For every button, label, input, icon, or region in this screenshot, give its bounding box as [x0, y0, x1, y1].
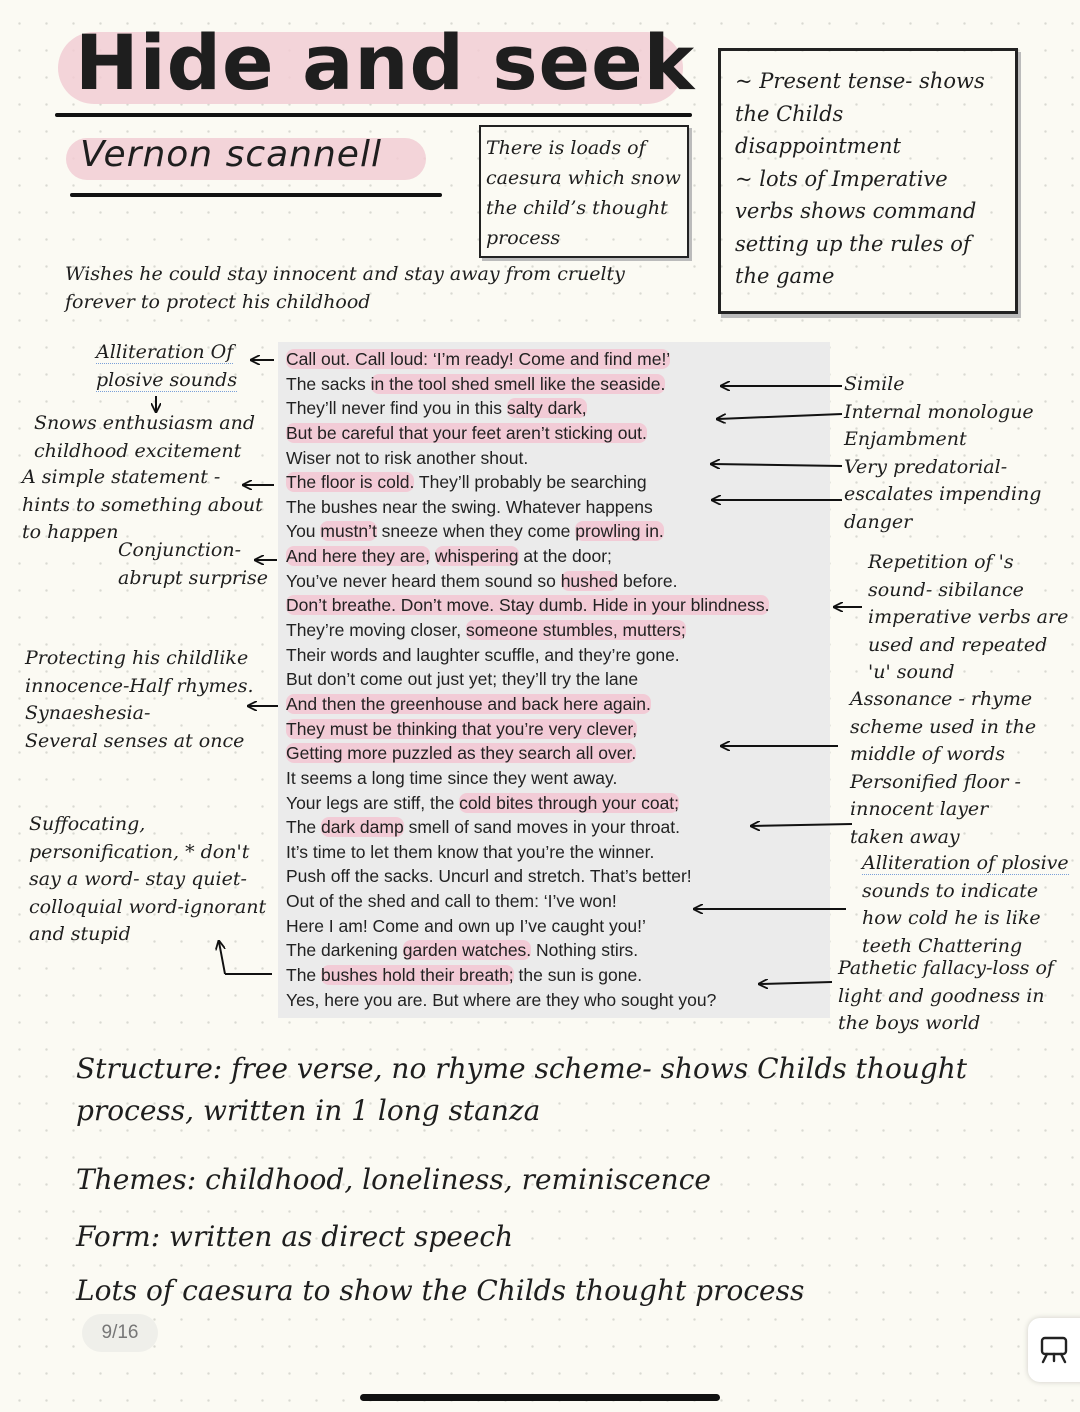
- poem-phrase: The: [286, 817, 322, 838]
- note-line: Suffocating,: [29, 813, 146, 835]
- poem-phrase: Your legs are stiff, the: [286, 792, 460, 813]
- note-line: Assonance - rhyme: [850, 688, 1033, 710]
- highlighted-phrase: The floor is cold.: [286, 472, 415, 493]
- highlighted-phrase: Call out. Call loud: ‘I’m ready! Come and find me!’: [286, 349, 671, 369]
- note-line: childhood excitement: [34, 439, 242, 462]
- poem-phrase: They’re moving closer,: [286, 620, 466, 641]
- poem-phrase: The darkening: [286, 940, 403, 961]
- note-line: Very predatorial-: [844, 455, 1008, 478]
- highlighted-phrase: cold bites through your coat;: [459, 792, 680, 813]
- box-line: disappointment: [735, 134, 901, 158]
- note-line: Protecting his childlike: [25, 647, 249, 669]
- note-line: how cold he is like: [862, 907, 1041, 930]
- note-line: middle of words: [850, 743, 1005, 766]
- poem-phrase: The bushes near the swing. Whatever happens: [286, 496, 653, 517]
- note-line: Synaeshesia-: [25, 702, 151, 724]
- highlighted-phrase: Getting more puzzled as they search all over.: [286, 743, 637, 764]
- poem-phrase: Here I am! Come and own up I’ve caught you!’: [286, 915, 646, 936]
- note-line: Simile: [844, 373, 905, 395]
- note-line: hints to something about: [22, 493, 263, 516]
- page-indicator[interactable]: 9/16: [82, 1314, 158, 1352]
- author-name: Vernon scannell: [80, 134, 382, 175]
- box-line: ~ lots of Imperative: [735, 166, 948, 191]
- box-line: ~ Present tense- shows: [735, 69, 985, 93]
- note-line: used and repeated: [868, 633, 1048, 656]
- poem-phrase: But don’t come out just yet; they’ll try the lane: [286, 669, 639, 690]
- poem-phrase: They’ll probably be searching: [414, 472, 647, 493]
- box-line: caesura which snow: [486, 167, 681, 189]
- note-line: 'u' sound: [868, 661, 955, 684]
- arrow-line: [760, 982, 832, 984]
- arrow-line: [712, 464, 842, 466]
- note-line: Repetition of 's: [868, 551, 1014, 573]
- box-line: the Childs: [735, 101, 844, 126]
- poem-phrase: Yes, here you are. But where are they who sought you?: [286, 989, 717, 1010]
- note-line: scheme used in the: [850, 715, 1037, 738]
- note-line: taken away: [850, 825, 960, 848]
- note-line: and stupid: [29, 923, 131, 945]
- box-line: process: [486, 227, 561, 249]
- note-line: say a word- stay quiet-: [29, 868, 247, 890]
- poem-phrase: the sun is gone.: [513, 965, 643, 986]
- highlighted-phrase: hushed: [560, 570, 619, 591]
- note-line: Alliteration of plosive: [862, 852, 1069, 874]
- themes-line: Themes: childhood, loneliness, reminiscence: [76, 1163, 711, 1196]
- note-line: forever to protect his childhood: [65, 291, 371, 313]
- note-line: personification, * don't: [29, 840, 250, 863]
- note-line: teeth Chattering: [862, 934, 1023, 957]
- poem-phrase: before.: [618, 570, 678, 591]
- highlighted-phrase: in the tool shed smell like the seaside.: [370, 373, 666, 394]
- highlighted-phrase: mustn’t: [320, 521, 377, 542]
- highlighted-phrase: And then the greenhouse and back here again.: [286, 693, 651, 714]
- note-line: escalates impending: [844, 483, 1042, 506]
- poem-phrase: smell of sand moves in your throat.: [403, 817, 680, 838]
- poem-phrase: Out of the shed and call to them: ‘I’ve won!: [286, 891, 617, 912]
- page-title: Hide and seek: [75, 18, 696, 107]
- highlighted-phrase: bushes hold their breath;: [321, 965, 514, 986]
- box-line: the child’s thought: [486, 197, 668, 219]
- box-line: setting up the rules of: [735, 231, 971, 256]
- note-line: danger: [844, 510, 913, 533]
- note-line: Snows enthusiasm and: [34, 412, 256, 434]
- note-line: Internal monologue: [844, 400, 1034, 423]
- poem-phrase: It seems a long time since they went away.: [286, 767, 618, 788]
- note-line: colloquial word-ignorant: [29, 895, 267, 918]
- note-line: Enjambment: [844, 428, 967, 451]
- note-line: A simple statement -: [22, 466, 221, 488]
- highlighted-phrase: someone stumbles, mutters;: [465, 620, 686, 641]
- poem-phrase: They’ll never find you in this: [286, 398, 507, 419]
- form-line: Form: written as direct speech: [76, 1220, 514, 1253]
- highlighted-phrase: But be careful that your feet aren’t sticking out.: [286, 422, 647, 443]
- arrow-line: [752, 824, 852, 826]
- note-line: Pathetic fallacy-loss of: [838, 957, 1054, 979]
- arrow-line: [219, 942, 225, 974]
- highlighted-phrase: garden watches.: [402, 940, 532, 961]
- poem-phrase: The: [286, 965, 322, 986]
- highlighted-phrase: whispering: [434, 546, 519, 567]
- note-line: sound- sibilance: [868, 578, 1024, 601]
- poem-phrase: You’ve never heard them sound so: [286, 570, 561, 591]
- note-line: Wishes he could stay innocent and stay away from cruelty: [65, 263, 625, 285]
- poem-phrase: Push off the sacks.: [286, 866, 434, 887]
- note-line: Personified floor -: [850, 770, 1021, 793]
- poem-phrase: You: [286, 521, 321, 542]
- note-line: Several senses at once: [25, 729, 245, 752]
- poem-phrase: at the door;: [518, 546, 612, 567]
- note-line: plosive sounds: [96, 368, 238, 391]
- home-indicator[interactable]: [360, 1394, 720, 1401]
- highlighted-phrase: dark damp: [321, 817, 404, 838]
- highlighted-phrase: Don’t breathe. Don’t move. Stay dumb. Hide in your blindness.: [286, 595, 770, 616]
- note-line: Conjunction-: [118, 539, 242, 561]
- note-line: innocence-Half rhymes.: [25, 674, 254, 697]
- highlighted-phrase: And here they are,: [286, 546, 430, 567]
- reader-mode-button[interactable]: [1028, 1318, 1080, 1382]
- note-line: the boys world: [838, 1012, 981, 1035]
- box-line: verbs shows command: [735, 199, 977, 223]
- poem-phrase: sneeze when they come: [376, 521, 576, 542]
- caesura-line: Lots of caesura to show the Childs thought process: [76, 1274, 805, 1307]
- poem-phrase: The sacks: [286, 373, 371, 394]
- box-line: There is loads of: [486, 137, 646, 159]
- note-line: light and goodness in: [838, 984, 1045, 1007]
- note-line: to happen: [22, 521, 119, 543]
- note-line: abrupt surprise: [118, 566, 269, 589]
- highlighted-phrase: prowling in.: [575, 521, 664, 542]
- structure-line-2: process, written in 1 long stanza: [76, 1094, 541, 1127]
- highlighted-phrase: salty dark,: [506, 398, 587, 419]
- poem-phrase: Their words and laughter scuffle, and they’re gone.: [286, 644, 680, 665]
- note-line: sounds to indicate: [862, 879, 1039, 902]
- box-line: the game: [735, 264, 835, 288]
- poem-phrase: Wiser not to risk another shout.: [286, 447, 529, 468]
- note-line: Alliteration Of: [96, 341, 234, 363]
- note-line: innocent layer: [850, 798, 989, 821]
- poem-phrase: Nothing stirs.: [531, 940, 639, 961]
- reader-icon: [1028, 1318, 1080, 1382]
- highlighted-phrase: They must be thinking that you’re very clever,: [286, 718, 638, 739]
- poem-phrase: Uncurl and stretch. That’s better!: [433, 866, 692, 887]
- structure-line-1: Structure: free verse, no rhyme scheme- shows Childs thought: [76, 1052, 968, 1085]
- note-line: imperative verbs are: [868, 606, 1069, 629]
- poem-phrase: It’s time to let them know that you’re the winner.: [286, 841, 655, 862]
- arrow-line: [718, 414, 842, 419]
